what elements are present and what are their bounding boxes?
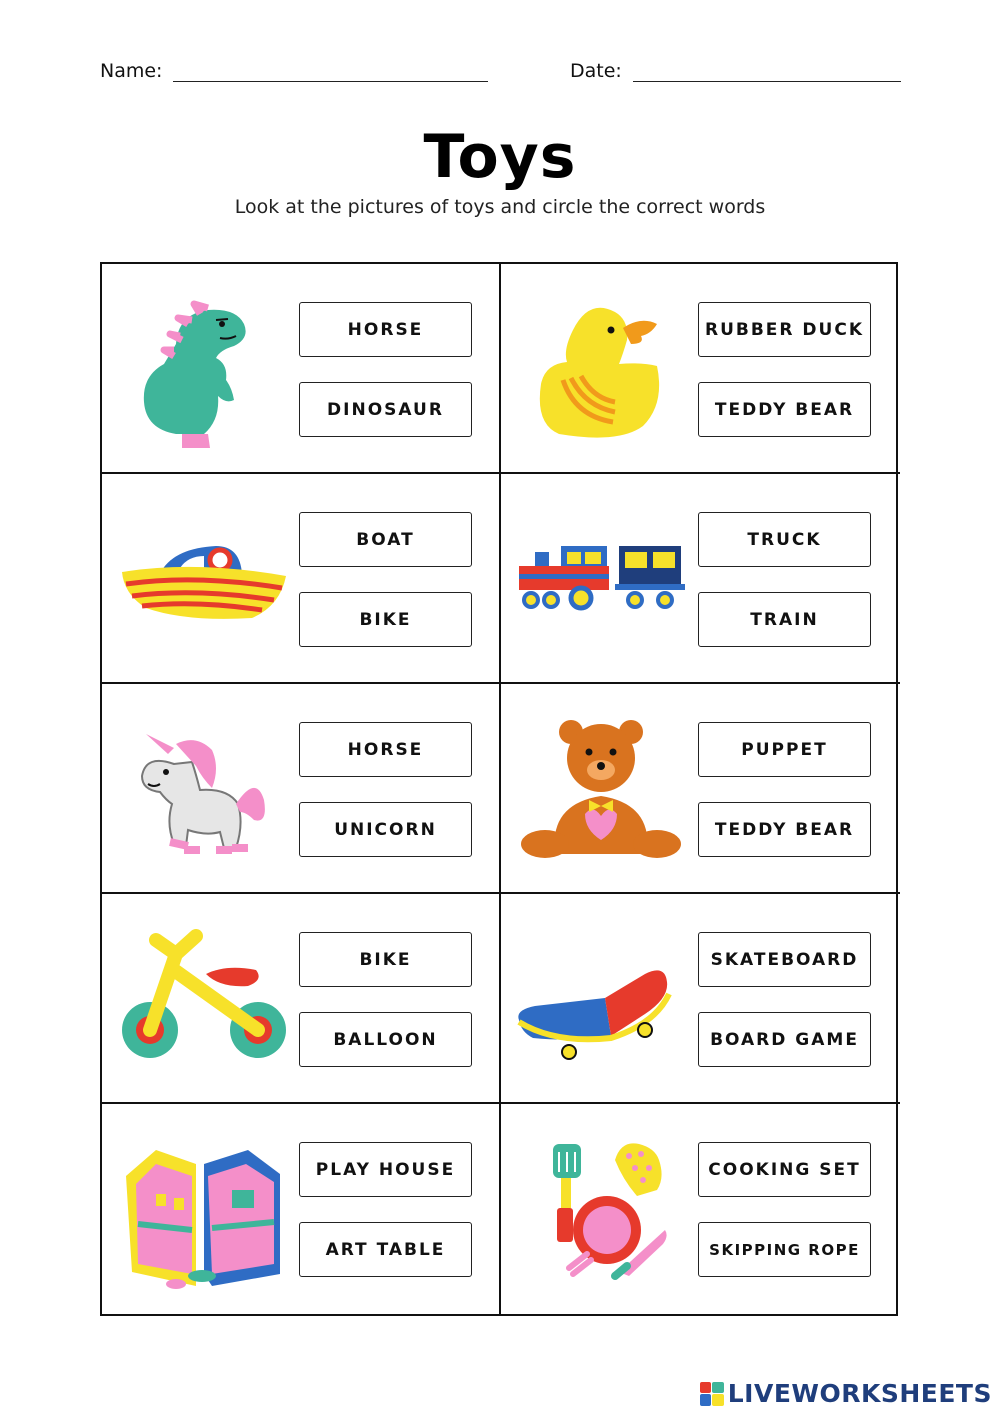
teddy-bear-icon [515, 704, 687, 874]
option-horse[interactable]: HORSE [299, 722, 472, 777]
liveworksheets-logo [700, 1379, 992, 1408]
toy-cell [102, 474, 501, 684]
option-puppet[interactable]: PUPPET [698, 722, 871, 777]
option-balloon[interactable]: BALLOON [299, 1012, 472, 1067]
option-bike[interactable]: BIKE [299, 932, 472, 987]
option-horse[interactable]: HORSE [299, 302, 472, 357]
option-unicorn[interactable]: UNICORN [299, 802, 472, 857]
toy-cell [102, 894, 501, 1104]
option-teddy-bear[interactable]: TEDDY BEAR [698, 382, 871, 437]
option-dinosaur[interactable]: DINOSAUR [299, 382, 472, 437]
skateboard-icon [515, 914, 687, 1084]
instructions: Look at the pictures of toys and circle the correct words [234, 196, 766, 218]
toy-cell [102, 1104, 501, 1314]
toy-cell [501, 264, 900, 474]
liveworksheets-logo-text: LIVEWORKSHEETS [727, 1379, 992, 1408]
option-skipping-rope[interactable]: SKIPPING ROPE [698, 1222, 871, 1277]
toy-cell [501, 684, 900, 894]
rubber-duck-icon [515, 284, 687, 454]
unicorn-icon [116, 704, 288, 874]
option-cooking-set[interactable]: COOKING SET [698, 1142, 871, 1197]
option-art-table[interactable]: ART TABLE [299, 1222, 472, 1277]
toys-grid [100, 262, 898, 1316]
name-label: Name: [100, 60, 163, 82]
page-title: Toys [423, 122, 577, 192]
option-rubber-duck[interactable]: RUBBER DUCK [698, 302, 871, 357]
option-skateboard[interactable]: SKATEBOARD [698, 932, 871, 987]
toy-cell [102, 264, 501, 474]
option-play-house[interactable]: PLAY HOUSE [299, 1142, 472, 1197]
toy-cell [102, 684, 501, 894]
option-board-game[interactable]: BOARD GAME [698, 1012, 871, 1067]
option-bike[interactable]: BIKE [299, 592, 472, 647]
option-train[interactable]: TRAIN [698, 592, 871, 647]
option-teddy-bear[interactable]: TEDDY BEAR [698, 802, 871, 857]
toy-cell [501, 1104, 900, 1314]
boat-icon [116, 494, 288, 664]
toy-cell [501, 474, 900, 684]
option-truck[interactable]: TRUCK [698, 512, 871, 567]
dinosaur-icon [116, 284, 288, 454]
liveworksheets-mark-icon [700, 1382, 724, 1406]
date-label: Date: [570, 60, 622, 82]
option-boat[interactable]: BOAT [299, 512, 472, 567]
play-house-icon [116, 1124, 288, 1294]
train-icon [515, 494, 687, 664]
toy-cell [501, 894, 900, 1104]
bike-icon [116, 914, 288, 1084]
cooking-set-icon [515, 1124, 687, 1294]
